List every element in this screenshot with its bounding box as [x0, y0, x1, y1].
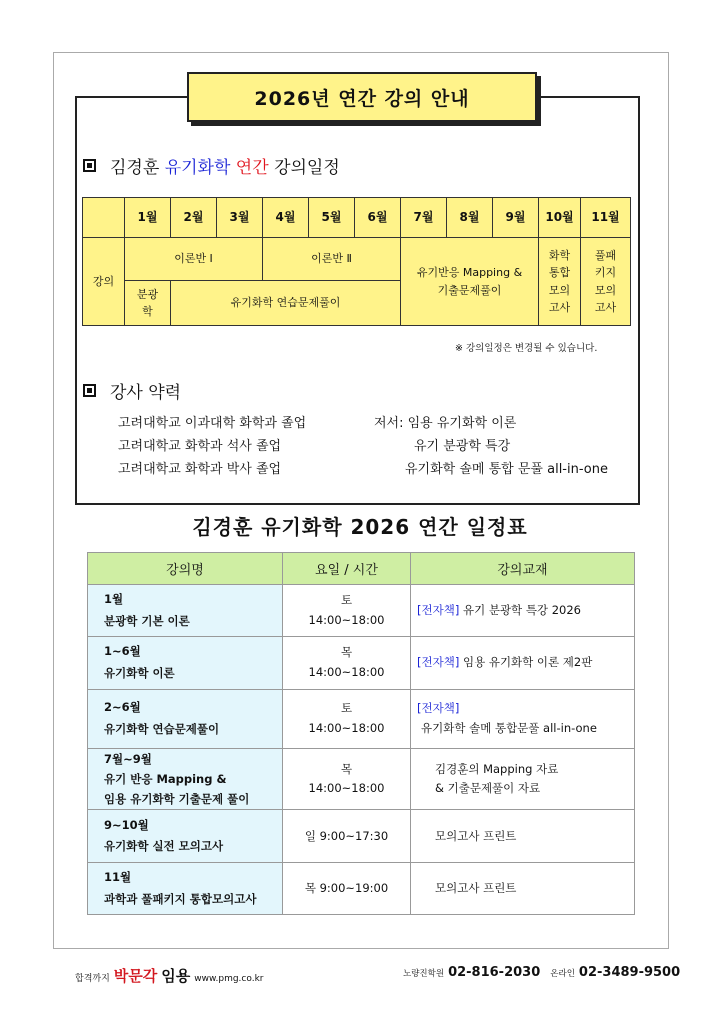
month-cell: 6월: [355, 198, 401, 238]
textbook-cell: 모의고사 프린트: [411, 863, 635, 915]
website-url: www.pmg.co.kr: [194, 974, 264, 984]
annual-schedule-title: 김경훈 유기화학 2026 연간 일정표: [192, 515, 528, 539]
month-cell: 9월: [493, 198, 539, 238]
book-line: 저서: 임용 유기화학 이론: [374, 416, 517, 431]
footer-brand: 합격까지 박문각 임용 www.pmg.co.kr: [75, 967, 264, 985]
education-line: 고려대학교 화학과 석사 졸업: [118, 439, 282, 454]
online-phone: 02-3489-9500: [578, 965, 681, 980]
textbook-cell: [전자책] 유기화학 솔메 통합문풀 all-in-one: [411, 690, 635, 749]
header-textbook: 강의교재: [411, 553, 635, 585]
annual-schedule-table: [87, 552, 635, 915]
lecture-name-cell: 9~10월 유기화학 실전 모의고사: [88, 810, 283, 863]
month-cell: 10월: [539, 198, 581, 238]
month-cell: 3월: [217, 198, 263, 238]
day-time-cell: 목 14:00~18:00: [283, 749, 411, 810]
lecture-name-cell: 1~6월 유기화학 이론: [88, 637, 283, 690]
textbook-cell: [전자책] 임용 유기화학 이론 제2판: [411, 637, 635, 690]
month-cell: 7월: [401, 198, 447, 238]
full-package-mock-exam-cell: 풀패 키지 모의 고사: [581, 238, 631, 326]
textbook-cell: 김경훈의 Mapping 자료 & 기출문제풀이 자료: [411, 749, 635, 810]
day-time-cell: 목 14:00~18:00: [283, 637, 411, 690]
textbook-cell: 모의고사 프린트: [411, 810, 635, 863]
corner-cell: [83, 198, 125, 238]
header-day-time: 요일 / 시간: [283, 553, 411, 585]
offline-phone: 02-816-2030: [448, 965, 541, 980]
brand-logo: 박문각: [113, 967, 158, 985]
month-cell: 4월: [263, 198, 309, 238]
practice-cell: 유기화학 연습문제풀이: [171, 281, 401, 326]
page-title: 2026년 연간 강의 안내: [187, 72, 537, 122]
career-section-heading: 강사 약력: [83, 378, 181, 403]
lecture-name-cell: 11월 과학과 풀패키지 통합모의고사: [88, 863, 283, 915]
book-line: 유기 분광학 특강: [414, 439, 511, 454]
education-line: 고려대학교 화학과 박사 졸업: [118, 462, 282, 477]
schedule-section-heading: 김경훈 유기화학 연간 강의일정: [83, 153, 340, 178]
table-row: [88, 637, 635, 690]
lecture-name-cell: 1월 분광학 기본 이론: [88, 585, 283, 637]
table-row: [88, 690, 635, 749]
theory-2-cell: 이론반 Ⅱ: [263, 238, 401, 281]
textbook-cell: [전자책] 유기 분광학 특강 2026: [411, 585, 635, 637]
day-time-cell: 목 9:00~19:00: [283, 863, 411, 915]
education-line: 고려대학교 이과대학 화학과 졸업: [118, 416, 307, 431]
schedule-grid: [82, 197, 631, 326]
month-cell: 8월: [447, 198, 493, 238]
square-bullet-icon: [83, 384, 96, 397]
book-line: 유기화학 솔메 통합 문풀 all-in-one: [405, 462, 608, 477]
row-label: 강의: [83, 238, 125, 326]
month-cell: 5월: [309, 198, 355, 238]
spectroscopy-cell: 분광 학: [125, 281, 171, 326]
chem-mock-exam-cell: 화학 통합 모의 고사: [539, 238, 581, 326]
month-cell: 11월: [581, 198, 631, 238]
mapping-cell: 유기반응 Mapping & 기출문제풀이: [401, 238, 539, 326]
table-row: [88, 749, 635, 810]
table-row: [88, 810, 635, 863]
day-time-cell: 토 14:00~18:00: [283, 690, 411, 749]
footer-contacts: 노량진학원 02-816-2030 온라인 02-3489-9500: [403, 965, 681, 980]
table-row: [88, 585, 635, 637]
theory-1-cell: 이론반 Ⅰ: [125, 238, 263, 281]
schedule-note: ※ 강의일정은 변경될 수 있습니다.: [455, 343, 598, 354]
day-time-cell: 토 14:00~18:00: [283, 585, 411, 637]
month-cell: 1월: [125, 198, 171, 238]
month-cell: 2월: [171, 198, 217, 238]
square-bullet-icon: [83, 159, 96, 172]
lecture-name-cell: 2~6월 유기화학 연습문제풀이: [88, 690, 283, 749]
header-lecture-name: 강의명: [88, 553, 283, 585]
lecture-name-cell: 7월~9월 유기 반응 Mapping & 임용 유기화학 기출문제 풀이: [88, 749, 283, 810]
table-row: [88, 863, 635, 915]
day-time-cell: 일 9:00~17:30: [283, 810, 411, 863]
